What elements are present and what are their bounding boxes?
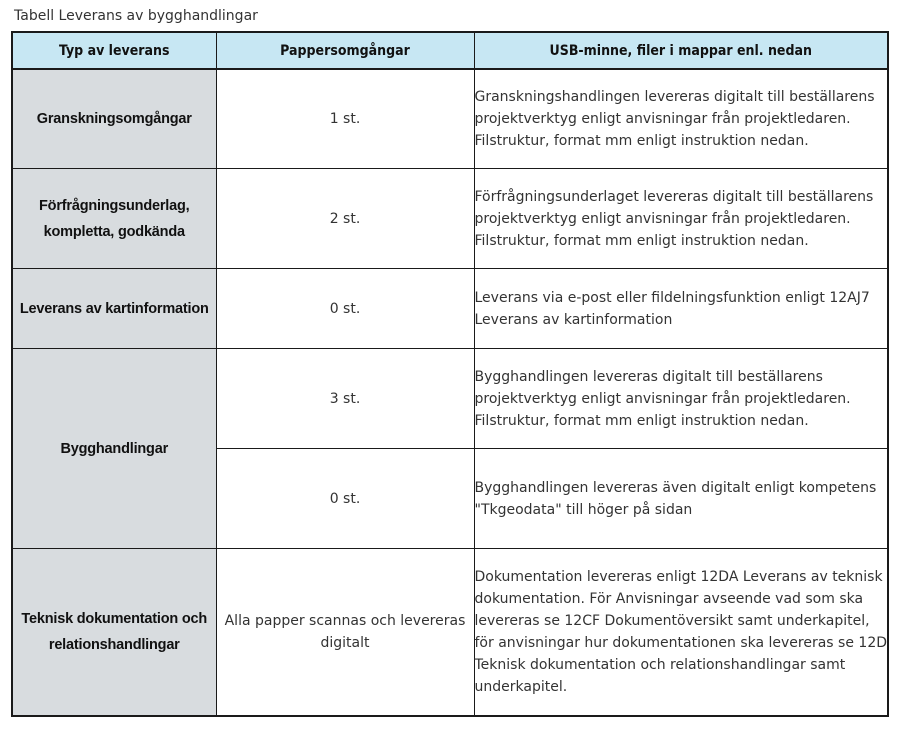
table-row [12, 169, 888, 269]
cell-usb: Leverans via e-post eller fildelningsfunktion enligt 12AJ7 Leverans av kartinformation [474, 269, 888, 349]
delivery-table [11, 31, 889, 717]
cell-paper: 3 st. [216, 349, 474, 449]
cell-paper: 1 st. [216, 69, 474, 169]
header-type: Typ av leverans [12, 32, 216, 69]
cell-usb: Dokumentation levereras enligt 12DA Leverans av teknisk dokumentation. För Anvisningar avseende vad som ska levereras se 12CF Dokumentöversikt samt underkapitel, för anvisningar hur dokumentationen ska levereras se 12D Teknisk dokumentation och relationshandlingar samt underkapitel. [474, 549, 888, 717]
cell-type: Leverans av kartinformation [12, 269, 216, 349]
cell-usb: Förfrågningsunderlaget levereras digitalt till beställarens projektverktyg enligt anvisningar från projektledaren. Filstruktur, format mm enligt instruktion nedan. [474, 169, 888, 269]
table-row [12, 269, 888, 349]
cell-usb: Bygghandlingen levereras digitalt till beställarens projektverktyg enligt anvisningar från projektledaren. Filstruktur, format mm enligt instruktion nedan. [474, 349, 888, 449]
cell-type: Förfrågningsunderlag, kompletta, godkända [12, 169, 216, 269]
table-row [12, 549, 888, 717]
cell-type: Bygghandlingar [12, 349, 216, 549]
cell-paper: 0 st. [216, 449, 474, 549]
table-row [12, 349, 888, 449]
cell-type: Granskningsomgångar [12, 69, 216, 169]
cell-type: Teknisk dokumentation och relationshandlingar [12, 549, 216, 717]
cell-usb: Bygghandlingen levereras även digitalt enligt kompetens "Tkgeodata" till höger på sidan [474, 449, 888, 549]
cell-usb: Granskningshandlingen levereras digitalt till beställarens projektverktyg enligt anvisningar från projektledaren. Filstruktur, format mm enligt instruktion nedan. [474, 69, 888, 169]
header-paper: Pappersomgångar [216, 32, 474, 69]
cell-paper: 0 st. [216, 269, 474, 349]
table-row [12, 69, 888, 169]
cell-paper: 2 st. [216, 169, 474, 269]
table-header-row [12, 32, 888, 69]
header-usb: USB-minne, filer i mappar enl. nedan [474, 32, 888, 69]
table-caption: Tabell Leverans av bygghandlingar [14, 8, 258, 24]
cell-paper: Alla papper scannas och levereras digitalt [216, 549, 474, 717]
